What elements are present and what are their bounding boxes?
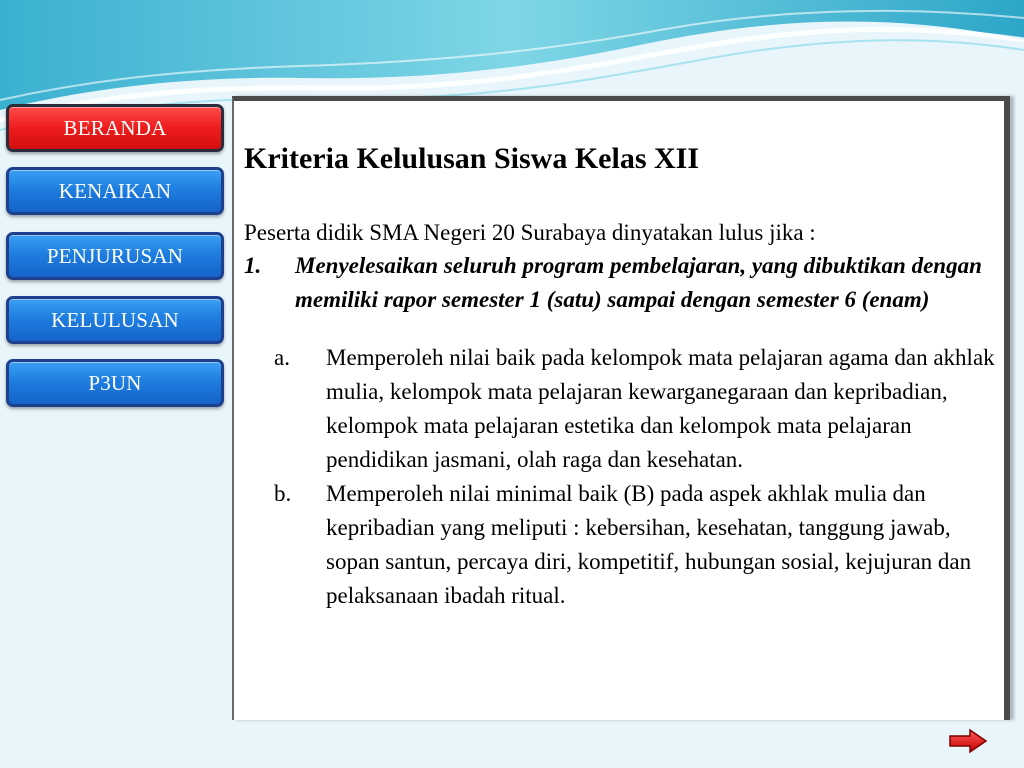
content-panel — [232, 96, 1010, 720]
nav-penjurusan-button[interactable]: PENJURUSAN — [6, 232, 224, 280]
sub-item-label: b. — [274, 481, 292, 506]
page-title: Kriteria Kelulusan Siswa Kelas XII — [244, 142, 700, 175]
sub-item-text: Memperoleh nilai minimal baik (B) pada aspek akhlak mulia dan kepribadian yang meliputi : kebersihan, kesehatan, tanggung jawab, sopan santun, percaya diri, kompetitif, hubungan sosial, kejujuran dan pelaksanaan ibadah ritual. — [326, 481, 972, 608]
sub-item-text: Memperoleh nilai baik pada kelompok mata pelajaran agama dan akhlak mulia, kelompok mata pelajaran kewarganegaraan dan kepribadian, kelompok mata pelajaran estetika dan kelompok mata pelajaran pendidikan jasmani, olah raga dan kesehatan. — [326, 345, 995, 472]
intro-text: Peserta didik SMA Negeri 20 Surabaya dinyatakan lulus jika : — [244, 220, 816, 245]
right-arrow-icon[interactable] — [948, 728, 988, 754]
criteria-item — [244, 249, 996, 317]
content-body — [244, 141, 996, 613]
sub-item-a — [244, 341, 996, 477]
nav-p3un-button[interactable]: P3UN — [6, 359, 224, 407]
nav-kenaikan-button[interactable]: KENAIKAN — [6, 167, 224, 215]
criteria-number: 1. — [244, 253, 262, 278]
criteria-text: Menyelesaikan seluruh program pembelajaran, yang dibuktikan dengan memiliki rapor semester 1 (satu) sampai dengan semester 6 (enam) — [295, 253, 982, 312]
nav-kelulusan-button[interactable]: KELULUSAN — [6, 296, 224, 344]
sub-item-label: a. — [274, 345, 290, 370]
sub-item-b — [244, 477, 996, 613]
nav-beranda-button[interactable]: BERANDA — [6, 104, 224, 152]
